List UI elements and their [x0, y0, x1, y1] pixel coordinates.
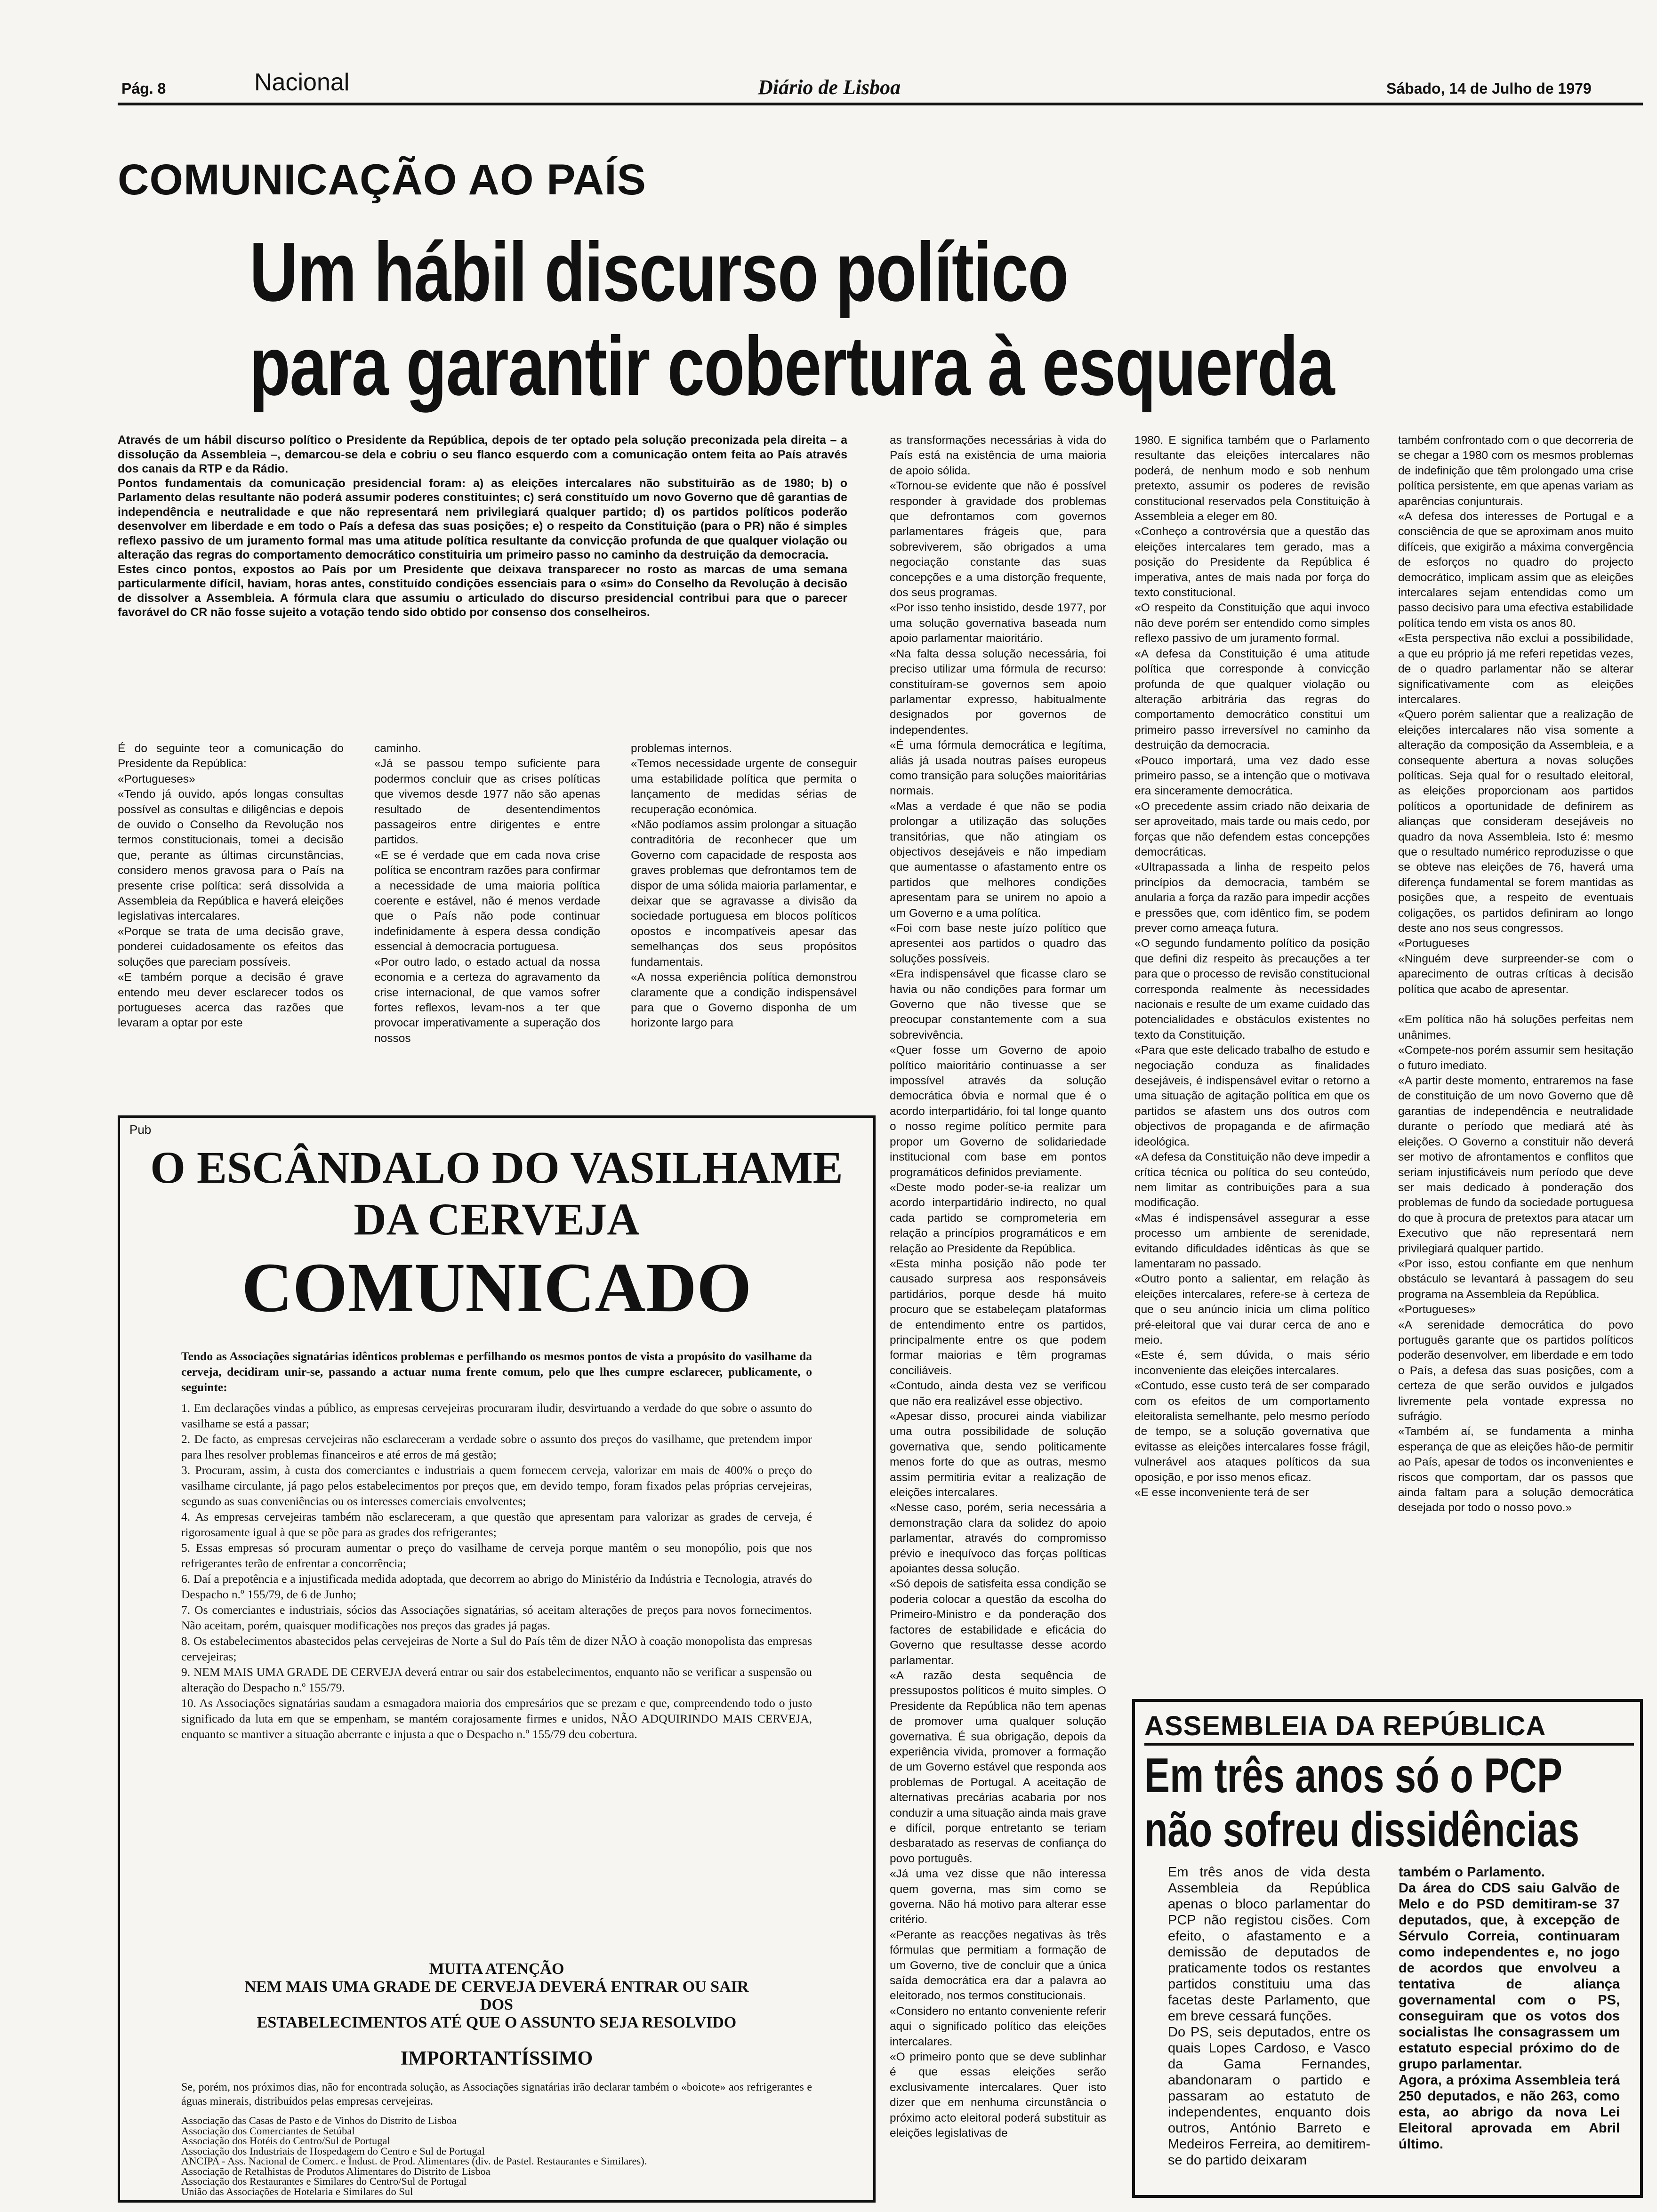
signatory: Associação das Casas de Pasto e de Vinhos do Distrito de Lisboa	[181, 2115, 457, 2126]
ad-attention-2: NEM MAIS UMA GRADE DE CERVEJA DEVERÁ ENTRAR OU SAIR	[244, 1978, 749, 1996]
story-kicker: COMUNICAÇÃO AO PAÍS	[118, 156, 646, 204]
ad-title-1: O ESCÂNDALO DO VASILHAME	[150, 1142, 843, 1193]
ad-attention-1: MUITA ATENÇÃO	[429, 1960, 564, 1978]
box-headline-1: Em três anos só o PCP	[1144, 1748, 1563, 1803]
section-name: Nacional	[254, 69, 350, 96]
box-story	[1132, 1699, 1643, 2198]
ad-signatories	[181, 2116, 812, 2196]
ad-attention-3: DOS	[480, 1996, 513, 2013]
story-lede: Através de um hábil discurso político o Presidente da República, depois de ter optado pela solução preconizada pela direita – a dissolução da Assembleia –, demarcou-se dela e cobriu o seu flanco esquerdo com a comunicação ontem feita ao País através dos canais da RTP e da Rádio. Pontos fundamentais da comunicação presidencial foram: a) as eleições intercalares não substituirão as de 1980; b) o Parlamento delas resultante não poderá assumir poderes constituintes; c) será constituído um novo Governo que dê garantias de independência e neutralidade e que não representará nem privilegiará qualquer partido; d) os partidos políticos poderão desenvolver em liberdade e em todo o País a defesa das suas posições; e) o respeito da Constituição (para o PR) não é simples reflexo passivo de um juramento formal mas uma atitude política resultante da convicção profunda de que qualquer violação ou alteração das regras do comportamento democrático constituiria um primeiro passo no caminho da destruição da democracia. Estes cinco pontos, expostos ao País por um Presidente que deixava transparecer no rosto as marcas de uma semana particularmente difícil, haviam, horas antes, constituído condições essenciais para o «sim» do Conselho da Revolução à decisão de dissolver a Assembleia. A fórmula clara que assumiu o articulado do discurso presidencial contribui para que o parecer favorável do CR não fosse sujeito a votação tendo sido obtido por consenso dos conselheiros.	[118, 433, 847, 619]
signatory: Associação dos Hotéis do Centro/Sul de Portugal	[181, 2135, 390, 2147]
ad-points: 1. Em declarações vindas a público, as empresas cervejeiras procuraram iludir, desvirtuando a verdade do que sobre o assunto do vasilhame se está a passar; 2. De facto, as empresas cervejeiras não esclareceram a verdade sobre o assunto dos preços do vasilhame, que pretendem impor para lhes resolver problemas financeiros e até erros de má gestão; 3. Procuram, assim, à custa dos comerciantes e industriais a quem fornecem cerveja, valorizar em mais de 400% o preço do vasilhame circulante, já pago pelos estabelecimentos por preços que, em devido tempo, foram fixados pelas próprias cervejeiras, segundo as suas conveniências ou os interesses comerciais envolventes; 4. As empresas cervejeiras também não esclareceram, a que questão que apresentam para valorizar as grades de cerveja, é rigorosamente igual à que se põe para as grades dos refrigerantes; 5. Essas empresas só procuram aumentar o preço do vasilhame de cerveja porque mantêm o seu monopólio, pois que nos refrigerantes terão de enfrentar a concorrência; 6. Daí a prepotência e a injustificada medida adoptada, que decorrem ao abrigo do Ministério da Indústria e Tecnologia, através do Despacho n.º 155/79, de 6 de Junho; 7. Os comerciantes e industriais, sócios das Associações signatárias, só aceitam alterações de preços para novos fornecimentos. Não aceitam, porém, quaisquer modificações nos preços das grades já pagas. 8. Os estabelecimentos abastecidos pelas cervejeiras de Norte a Sul do País têm de dizer NÃO à coação monopolista das empresas cervejeiras; 9. NEM MAIS UMA GRADE DE CERVEJA deverá entrar ou sair dos estabelecimentos, enquanto não se verificar a suspensão ou alteração do Despacho n.º 155/79. 10. As Associações signatárias saudam a esmagadora maioria dos empresários que se prezam e que, compreendendo todo o justo significado da luta em que se empenham, se mantém corajosamente firmes e unidos, NÃO ADQUIRINDO MAIS CERVEJA, enquanto se mantiver a situação aberrante e injusta a que o Despacho n.º 155/79 deu cobertura.	[181, 1401, 812, 1741]
story-column-1: É do seguinte teor a comunicação do Presidente da República: «Portugueses» «Tendo já ouvido, após longas consultas possível as consultas e diligências e depois de ouvido o Conselho da Revolução nos termos constitucionais, tomei a decisão que, perante as últimas circunstâncias, considero menos gravosa para o País na presente crise política: será dissolvida a Assembleia da República e haverá eleições legislativas intercalares. «Porque se trata de uma decisão grave, ponderei cuidadosamente os efeitos das soluções que pareciam possíveis. «E também porque a decisão é grave entendo meu dever esclarecer todos os portugueses acerca das razões que levaram a optar por este	[118, 742, 344, 1030]
headline-line-1: Um hábil discurso político	[249, 225, 1068, 319]
box-kicker-rule	[1144, 1743, 1634, 1746]
box-kicker: ASSEMBLEIA DA REPÚBLICA	[1144, 1711, 1546, 1741]
advertisement-box	[118, 1115, 876, 2203]
signatory: Associação dos Industriais de Hospedagem do Centro e Sul de Portugal	[181, 2145, 485, 2157]
ad-intro: Tendo as Associações signatárias idênticos problemas e perfilhando os mesmos pontos de vista a propósito do vasilhame da cerveja, decidiram unir-se, passando a actuar numa frente comum, pelo que lhes cumpre esclarecer, publicamente, o seguinte:	[181, 1349, 812, 1394]
ad-important: IMPORTANTÍSSIMO	[400, 2048, 593, 2069]
signatory: Associação dos Comerciantes de Setúbal	[181, 2124, 355, 2137]
signatory: ANCIPA - Ass. Nacional de Comerc. e Indust. de Prod. Alimentares (div. de Pastel. Restaurantes e Similares).	[181, 2155, 647, 2167]
signatory: União das Associações de Hotelaria e Similares do Sul	[181, 2185, 413, 2197]
ad-closing: Se, porém, nos próximos dias, não for encontrada solução, as Associações signatárias irão declarar também o «boicote» aos refrigerantes e águas minerais, distribuídos pelas empresas cervejeiras.	[181, 2081, 812, 2108]
ad-title-2: DA CERVEJA	[354, 1194, 640, 1244]
story-column-4: as transformações necessárias à vida do País está na existência de uma maioria de apoio sólida. «Tornou-se evidente que não é possível responder à gravidade dos problemas que defrontamos com governos parlamentares frágeis que, para sobreviverem, são obrigados a uma negociação constante das suas concepções e a uma distorção frequente, dos seus programas. «Por isso tenho insistido, desde 1977, por uma solução governativa baseada num apoio parlamentar maioritário. «Na falta dessa solução necessária, foi preciso utilizar uma fórmula de recurso: constituíram-se governos sem apoio parlamentar expresso, habitualmente designados por governos de independentes. «É uma fórmula democrática e legítima, aliás já usada noutras países europeus como transição para soluções maioritárias normais. «Mas a verdade é que não se podia prolongar a utilização das soluções transitórias, que não atingiam os objectivos desejáveis e não impediam que aumentasse o afastamento entre os partidos que melhores condições apresentam para se unirem no apoio a um Governo e a uma política. «Foi com base neste juízo político que apresentei aos partidos o quadro das soluções possíveis. «Era indispensável que ficasse claro se havia ou não condições para formar um Governo que não tivesse que se preocupar constantemente com a sua sobrevivência. «Quer fosse um Governo de apoio político maioritário continuasse a ser impossível através da solução democrática óbvia e normal que é o acordo interpartidário, foi tal longe quanto o nosso regime político permite para propor um Governo de solidariedade institucional com base em pontos programáticos definidos previamente. «Deste modo poder-se-ia realizar um acordo interpartidário indirecto, no qual cada partido se comprometeria em relação a princípios programáticos e em relação ao Presidente da República. «Esta minha posição não pode ter causado surpresa aos responsáveis partidários, porque desde há muito procuro que se estabeleçam plataformas de entendimento entre os partidos, principalmente entre os que podem formar maiorias e têm programas conciliáveis. «Contudo, ainda desta vez se verificou que não era realizável esse objectivo. «Apesar disso, procurei ainda viabilizar uma outra possibilidade de solução governativa que, sendo politicamente menos forte do que as outras, mesmo assim permitiria evitar a realização de eleições intercalares. «Nesse caso, porém, seria necessária a demonstração clara da solidez do apoio parlamentar, através do compromisso prévio e inequívoco das forças políticas apoiantes dessa solução. «Só depois de satisfeita essa condição se poderia colocar a questão da escolha do Primeiro-Ministro e da ponderação dos factores de estabilidade e eficácia do Governo que resultasse desse acordo parlamentar. «A razão desta sequência de pressupostos políticos é muito simples. O Presidente da República não tem apenas de promover uma qualquer solução governativa. É sua obrigação, depois da experiência vivida, promover a formação de um Governo estável que responda aos problemas de Portugal. A aceitação de alternativas precárias acabaria por nos conduzir a uma situação ainda mais grave e difícil, porque entretanto se teriam desbaratado as reservas de confiança do povo português. «Já uma vez disse que não interessa quem governa, mas sim como se governa. Não há motivo para alterar esse critério. «Perante as reacções negativas às três fórmulas que permitiam a formação de um Governo, tive de concluir que a única saída democrática era dar a palavra ao eleitorado, nos termos constitucionais. «Considero no entanto conveniente referir aqui o significado político das eleições intercalares. «O primeiro ponto que se deve sublinhar é que essas eleições serão exclusivamente intercalares. Quer isto dizer que em nenhuma circunstância o próximo acto eleitoral poderá substituir as eleições legislativas de	[890, 434, 1106, 2140]
story-column-6: também confrontado com o que decorreria de se chegar a 1980 com os mesmos problemas de indefinição que têm prolongado uma crise política persistente, em que apenas variam as aparências conjunturais. «A defesa dos interesses de Portugal e a consciência de que se aproximam anos muito difíceis, que exigirão a máxima convergência de esforços no quadro do projecto democrático, implicam assim que as eleições intercalares sejam entendidas como um passo decisivo para uma efectiva estabilidade política tendo em vista os anos 80. «Esta perspectiva não exclui a possibilidade, a que eu próprio já me referi repetidas vezes, de o quadro parlamentar não se alterar significativamente com as eleições intercalares. «Quero porém salientar que a realização de eleições intercalares não visa somente a alteração da composição da Assembleia, e a consequente abertura a novas soluções políticas. Seja qual for o resultado eleitoral, as eleições proporcionam aos partidos políticos a oportunidade de definirem as alianças que consideram desejáveis no quadro da nova Assembleia. Isto é: mesmo que o resultado numérico reproduzisse o que se obteve nas eleições de 76, haverá uma diferença fundamental se forem mantidas as posições que, a respeito de eventuais coligações, os partidos definiram ao longo deste ano nos seus congressos. «Portugueses «Ninguém deve surpreender-se com o aparecimento de outras críticas à decisão política que acabo de apresentar. «Em política não há soluções perfeitas nem unânimes. «Compete-nos porém assumir sem hesitação o futuro imediato. «A partir deste momento, entraremos na fase de constituição de um novo Governo que dê garantias de independência e neutralidade durante o período que mediará até às eleições. O Governo a constituir não deverá ser motivo de afrontamentos e conflitos que seriam injustificáveis num período que deve ser mais dedicado à ponderação dos problemas de fundo da sociedade portuguesa do que à procura de pretextos para atacar um Executivo que não representará nem privilegiará qualquer partido. «Por isso, estou confiante em que nenhum obstáculo se levantará à passagem do seu programa na Assembleia da República. «Portugueses» «A serenidade democrática do povo português garante que os partidos políticos poderão desenvolver, em liberdade e em todo o País, a defesa das suas posições, com a certeza de que serão ouvidos e julgados livremente pela vontade expressa no sufrágio. «Também aí, se fundamenta a minha esperança de que as eleições hão-de permitir ao País, apesar de todos os inconvenientes e riscos que comportam, dar os passos que ainda faltam para a solução democrática desejada por todo o nosso povo.»	[1398, 434, 1633, 1515]
signatory: Associação de Retalhistas de Produtos Alimentares do Distrito de Lisboa	[181, 2165, 491, 2177]
ad-tag: Pub	[129, 1122, 152, 1137]
story-column-3: problemas internos. «Temos necessidade urgente de conseguir uma estabilidade política que permita o lançamento de medidas sérias de recuperação económica. «Não podíamos assim prolongar a situação contraditória de reconhecer que um Governo com capacidade de resposta aos graves problemas que defrontamos tem de dispor de uma sólida maioria parlamentar, e deixar que se agravasse a divisão da sociedade portuguesa em blocos políticos opostos e incompatíveis apesar das semelhanças dos seus propósitos fundamentais. «A nossa experiência política demonstrou claramente que a condição indispensável para que o Governo disponha de um horizonte largo para	[631, 742, 857, 1030]
page-number: Pág. 8	[121, 80, 166, 97]
masthead-rule	[118, 103, 1643, 105]
box-column-2: também o Parlamento. Da área do CDS saiu Galvão de Melo e do PSD demitiram-se 37 deputados, que, à excepção de Sérvulo Correia, continuaram como independentes e, no jogo de acordos que envolveu a tentativa de aliança governamental com o PS, conseguiram que os votos dos socialistas lhe consagrassem um estatuto especial próximo do de grupo parlamentar. Agora, a próxima Assembleia terá 250 deputados, e não 263, como esta, ao abrigo da nova Lei Eleitoral aprovada em Abril último.	[1399, 1865, 1620, 2152]
ad-title-3: COMUNICADO	[241, 1249, 752, 1327]
story-column-2: caminho. «Já se passou tempo suficiente para podermos concluir que as crises políticas que vivemos desde 1977 não são apenas resultado de desentendimentos passageiros entre dirigentes e entre partidos. «E se é verdade que em cada nova crise política se encontram razões para confirmar a necessidade de uma maioria política coerente e estável, não é menos verdade que o País não pode continuar indefinidamente à espera dessa condição essencial à democracia portuguesa. «Por outro lado, o estado actual da nossa economia e a certeza do agravamento da crise internacional, de que vamos sofrer fortes reflexos, levam-nos a ter que provocar imperativamente a superação dos nossos	[374, 742, 600, 1045]
box-column-1: Em três anos de vida desta Assembleia da República apenas o bloco parlamentar do PCP não registou cisões. Com efeito, o afastamento e a demissão de deputados de praticamente todos os restantes partidos constituiu uma das facetas deste Parlamento, que em breve cessará funções. Do PS, seis deputados, entre os quais Lopes Cardoso, e Vasco da Gama Fernandes, abandonaram o partido e passaram ao estatuto de independentes, enquanto dois outros, António Barreto e Medeiros Ferreira, ao demitirem-se do partido deixaram	[1168, 1865, 1370, 2168]
box-headline-2: não sofreu dissidências	[1144, 1803, 1580, 1857]
ad-attention-4: ESTABELECIMENTOS ATÉ QUE O ASSUNTO SEJA RESOLVIDO	[257, 2014, 737, 2031]
signatory: Associação dos Restaurantes e Similares do Centro/Sul de Portugal	[181, 2175, 467, 2187]
issue-date: Sábado, 14 de Julho de 1979	[1386, 80, 1592, 97]
headline-line-2: para garantir cobertura à esquerda	[249, 319, 1334, 413]
newspaper-name: Diário de Lisboa	[758, 76, 901, 99]
story-column-5: 1980. E significa também que o Parlamento resultante das eleições intercalares não poderá, de nenhum modo e sob nenhum pretexto, assumir os poderes de revisão constitucional reservados pela Constituição à Assembleia a eleger em 80. «Conheço a controvérsia que a questão das eleições intercalares tem gerado, mas a posição do Presidente da República é imperativa, antes de mais nada por força do texto constitucional. «O respeito da Constituição que aqui invoco não deve porém ser entendido como simples reflexo passivo de um juramento formal. «A defesa da Constituição é uma atitude política que corresponde à convicção profunda de que qualquer violação ou alteração arbitrária das regras do comportamento democrático constitui um primeiro passo irreversível no caminho da destruição da democracia. «Pouco importará, uma vez dado esse primeiro passo, se a intenção que o motivava era sinceramente democrática. «O precedente assim criado não deixaria de ser aproveitado, mais tarde ou mais cedo, por forças que não defendem estas concepções democráticas. «Ultrapassada a linha de respeito pelos princípios da democracia, também se anularia a força da razão para impedir acções e pressões que, com idêntico fim, se podem prever como ameaça futura. «O segundo fundamento político da posição que defini diz respeito às precauções a ter para que o processo de revisão constitucional corresponda realmente às necessidades nacionais e resulte de um exame cuidado das potencialidades e obstáculos existentes no texto da Constituição. «Para que este delicado trabalho de estudo e negociação conduza as finalidades desejáveis, é indispensável evitar o retorno a uma situação de agitação política em que os partidos se afastem uns dos outros com objectivos de propaganda e de afirmação ideológica. «A defesa da Constituição não deve impedir a crítica técnica ou política do seu conteúdo, nem limitar as contribuições para a sua modificação. «Mas é indispensável assegurar a esse processo um ambiente de serenidade, evitando dificuldades idênticas às que se lamentaram no passado. «Outro ponto a salientar, em relação às eleições intercalares, refere-se à certeza de que o seu anúncio inicia um clima político pré-eleitoral que vai durar cerca de ano e meio. «Este é, sem dúvida, o mais sério inconveniente das eleições intercalares. «Contudo, esse custo terá de ser comparado com os efeitos de um comportamento eleitoralista semelhante, pelo mesmo período de tempo, se a solução governativa que evitasse as eleições intercalares fosse frágil, vulnerável aos ataques políticos da sua oposição, e por isso menos eficaz. «E esse inconveniente terá de ser	[1134, 434, 1370, 1499]
